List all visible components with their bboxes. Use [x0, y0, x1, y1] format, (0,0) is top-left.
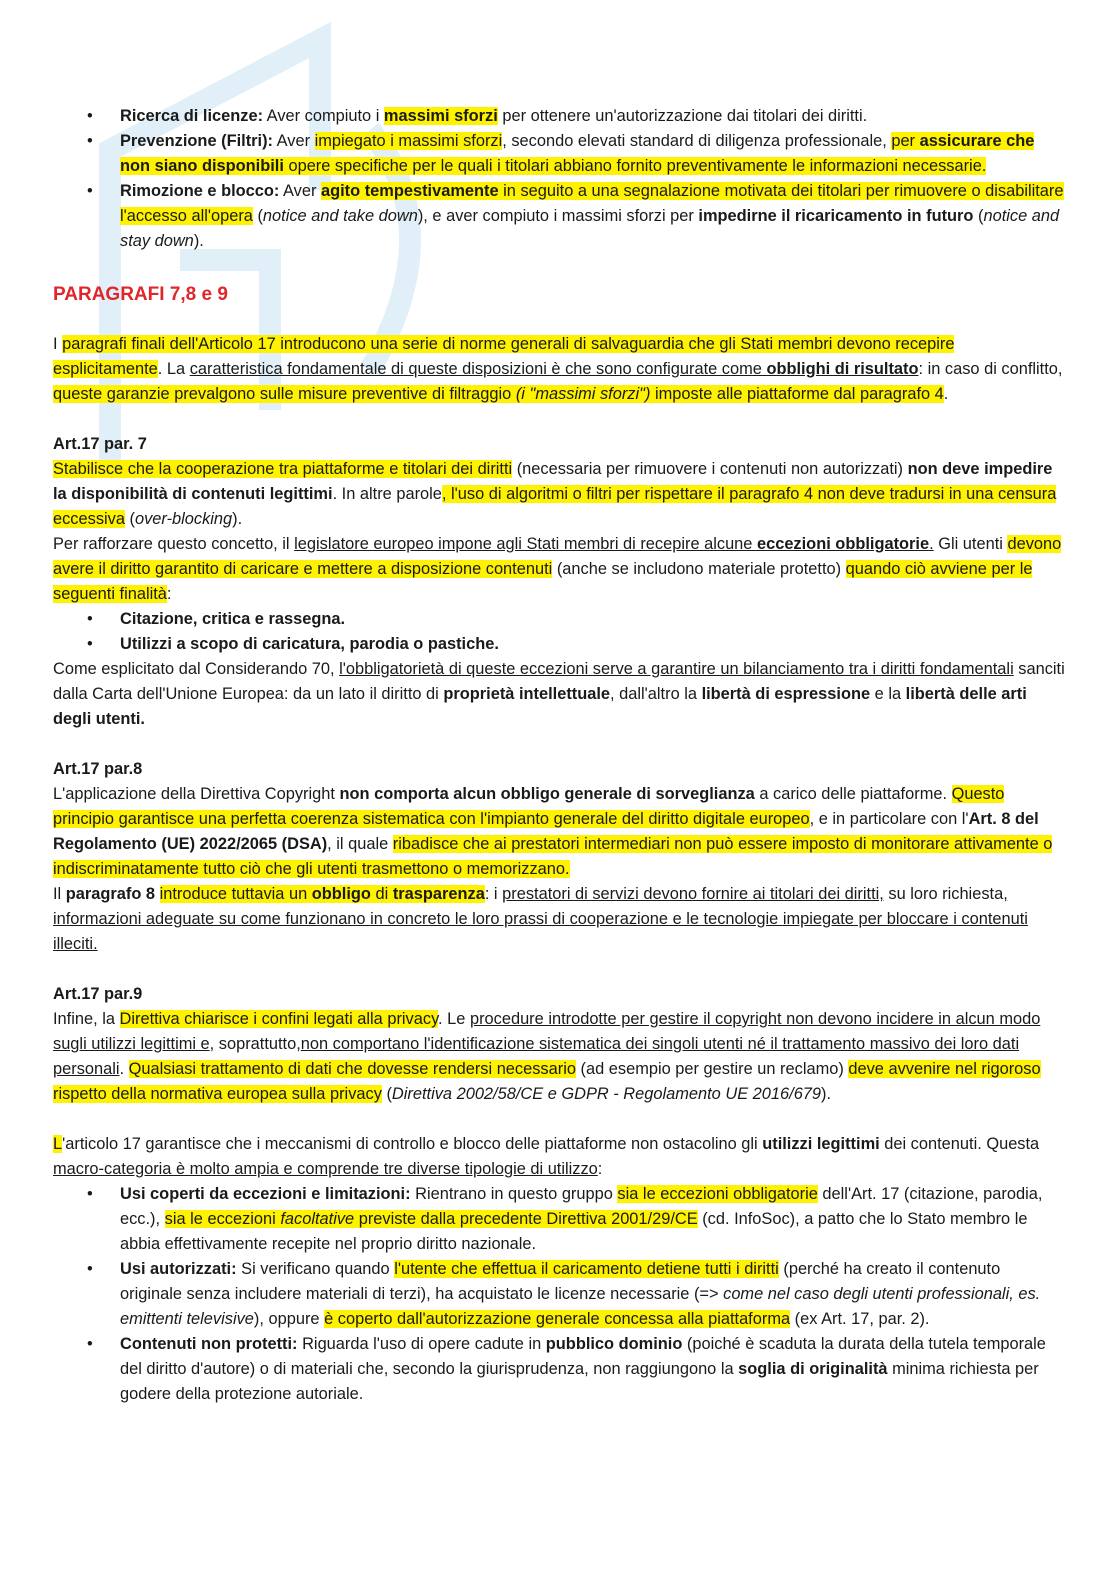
art7-paragraph-1: Stabilisce che la cooperazione tra piattaforme e titolari dei diritti (necessaria per rimuovere i contenuti non autorizzati) non deve impedire la disponibilità di contenuti legittimi. In altre parole, l'uso di algoritmi o filtri per rispettare il paragrafo 4 non deve tradursi in una censura eccessiva (over-blocking).	[53, 460, 1057, 528]
art9-paragraph-1: Infine, la Direttiva chiarisce i confini legati alla privacy. Le procedure introdotte per gestire il copyright non devono incidere in alcun modo sugli utilizzi legittimi e, soprattutto,non comportano l'identificazione sistematica dei singoli utenti né il trattamento massivo dei loro dati personali. Qualsiasi trattamento di dati che dovesse rendersi necessario (ad esempio per gestire un reclamo) deve avvenire nel rigoroso rispetto della normativa europea sulla privacy (Direttiva 2002/58/CE e GDPR - Regolamento UE 2016/679).	[53, 1010, 1041, 1103]
section-title: PARAGRAFI 7,8 e 9	[53, 284, 228, 305]
art9-title: Art.17 par.9	[53, 985, 143, 1003]
list-item: • Prevenzione (Filtri): Aver impiegato i massimi sforzi, secondo elevati standard di diligenza professionale, per assicurare che non siano disponibili opere specifiche per le quali i titolari abbiano fornito preventivamente le informazioni necessarie.	[120, 129, 1065, 179]
intro-paragraph: I paragrafi finali dell'Articolo 17 introducono una serie di norme generali di salvaguardia che gli Stati membri devono recepire esplicitamente. La caratteristica fondamentale di queste disposizioni è che sono configurate come obblighi di risultato: in caso di conflitto, queste garanzie prevalgono sulle misure preventive di filtraggio (i "massimi sforzi") imposte alle piattaforme dal paragrafo 4.	[53, 335, 1063, 403]
list-item: • Citazione, critica e rassegna.	[120, 607, 1065, 632]
art8-paragraph-1: L'applicazione della Direttiva Copyright non comporta alcun obbligo generale di sorveglianza a carico delle piattaforme. Questo principio garantisce una perfetta coerenza sistematica con l'impianto generale del diritto digitale europeo, e in particolare con l'Art. 8 del Regolamento (UE) 2022/2065 (DSA), il quale ribadisce che ai prestatori intermediari non può essere imposto di monitorare attivamente o indiscriminatamente tutto ciò che gli utenti trasmettono o memorizzano.	[53, 785, 1053, 878]
list-item: • Usi autorizzati: Si verificano quando l'utente che effettua il caricamento detiene tutti i diritti (perché ha creato il contenuto originale senza includere materiali di terzi), ha acquistato le licenze necessarie (=> come nel caso degli utenti professionali, es. emittenti televisive), oppure è coperto dall'autorizzazione generale concessa alla piattaforma (ex Art. 17, par. 2).	[120, 1257, 1065, 1332]
document-page	[53, 104, 1065, 1407]
list-item: • Ricerca di licenze: Aver compiuto i massimi sforzi per ottenere un'autorizzazione dai titolari dei diritti.	[120, 104, 1065, 129]
art8-paragraph-2: Il paragrafo 8 introduce tuttavia un obbligo di trasparenza: i prestatori di servizi devono fornire ai titolari dei diritti, su loro richiesta, informazioni adeguate su come funzionano in concreto le loro prassi di cooperazione e le tecnologie impiegate per bloccare i contenuti illeciti.	[53, 885, 1028, 953]
list-item: • Contenuti non protetti: Riguarda l'uso di opere cadute in pubblico dominio (poiché è scaduta la durata della tutela temporale del diritto d'autore) o di materiali che, secondo la giurisprudenza, non raggiungono la soglia di originalità minima richiesta per godere della protezione autoriale.	[120, 1332, 1065, 1407]
art7-paragraph-3: Come esplicitato dal Considerando 70, l'obbligatorietà di queste eccezioni serve a garantire un bilanciamento tra i diritti fondamentali sanciti dalla Carta dell'Unione Europea: da un lato il diritto di proprietà intellettuale, dall'altro la libertà di espressione e la libertà delle arti degli utenti.	[53, 660, 1065, 728]
legitimate-uses-list	[53, 1182, 1065, 1407]
obligations-list	[53, 104, 1065, 254]
art8-title: Art.17 par.8	[53, 760, 143, 778]
list-item: • Rimozione e blocco: Aver agito tempestivamente in seguito a una segnalazione motivata dei titolari per rimuovere o disabilitare l'accesso all'opera (notice and take down), e aver compiuto i massimi sforzi per impedirne il ricaricamento in futuro (notice and stay down).	[120, 179, 1065, 254]
list-item: • Utilizzi a scopo di caricatura, parodia o pastiche.	[120, 632, 1065, 657]
closing-paragraph: L'articolo 17 garantisce che i meccanismi di controllo e blocco delle piattaforme non ostacolino gli utilizzi legittimi dei contenuti. Questa macro-categoria è molto ampia e comprende tre diverse tipologie di utilizzo:	[53, 1135, 1040, 1178]
list-item: • Usi coperti da eccezioni e limitazioni: Rientrano in questo gruppo sia le eccezioni obbligatorie dell'Art. 17 (citazione, parodia, ecc.), sia le eccezioni facoltative previste dalla precedente Direttiva 2001/29/CE (cd. InfoSoc), a patto che lo Stato membro le abbia effettivamente recepite nel proprio diritto nazionale.	[120, 1182, 1065, 1257]
art7-paragraph-2: Per rafforzare questo concetto, il legislatore europeo impone agli Stati membri di recepire alcune eccezioni obbligatorie. Gli utenti devono avere il diritto garantito di caricare e mettere a disposizione contenuti (anche se includono materiale protetto) quando ciò avviene per le seguenti finalità:	[53, 535, 1062, 603]
exceptions-list	[53, 607, 1065, 657]
art7-title: Art.17 par. 7	[53, 435, 147, 453]
